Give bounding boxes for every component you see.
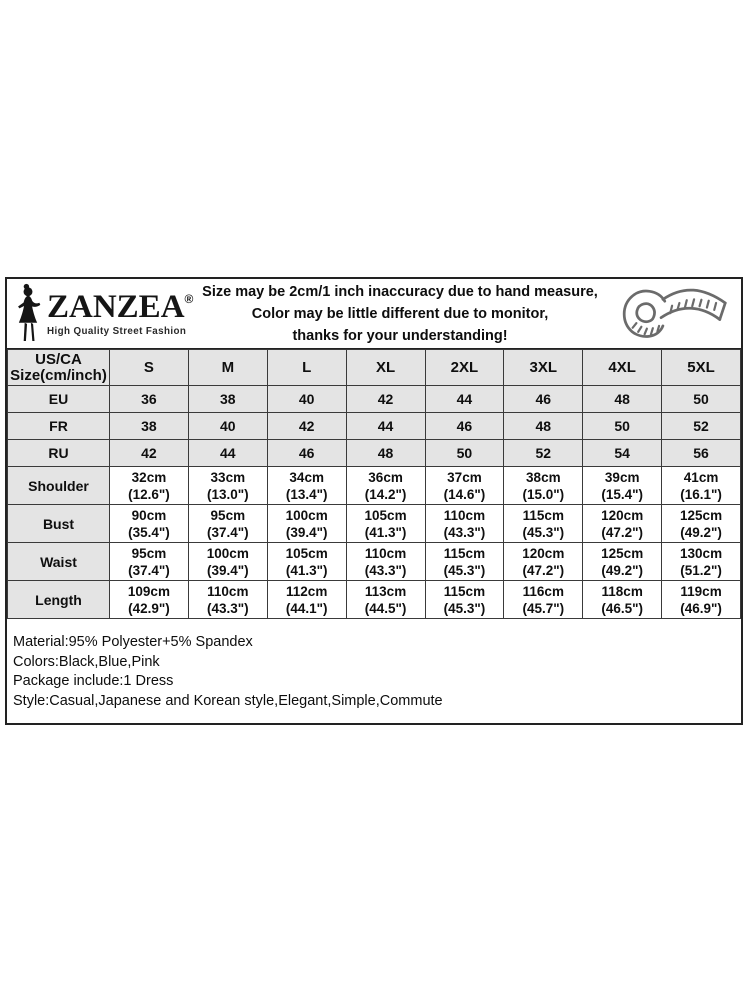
table-cell: 125cm (49.2") [662, 505, 741, 543]
table-row-eu [8, 386, 741, 413]
table-cell: 113cm (44.5") [346, 581, 425, 619]
table-cell: 120cm (47.2") [504, 543, 583, 581]
table-cell: 109cm (42.9") [110, 581, 189, 619]
table-cell: 110cm (43.3") [425, 505, 504, 543]
row-label-eu: EU [8, 386, 110, 413]
table-cell: 34cm (13.4") [267, 467, 346, 505]
table-cell: 44 [188, 440, 267, 467]
table-cell: 48 [346, 440, 425, 467]
disclaimer-line-3: thanks for your understanding! [292, 327, 508, 344]
table-cell: 56 [662, 440, 741, 467]
table-cell: 44 [346, 413, 425, 440]
table-cell: 48 [504, 413, 583, 440]
table-cell: 112cm (44.1") [267, 581, 346, 619]
product-info [7, 619, 741, 723]
table-cell: 46 [425, 413, 504, 440]
disclaimer [195, 281, 605, 347]
info-colors-line: Colors:Black,Blue,Pink [13, 653, 160, 670]
table-cell: 115cm (45.3") [425, 581, 504, 619]
brand-logo [7, 283, 195, 345]
table-cell: 36 [110, 386, 189, 413]
table-cell: 50 [583, 413, 662, 440]
table-row-length [8, 581, 741, 619]
table-cell: 120cm (47.2") [583, 505, 662, 543]
column-header-3xl: 3XL [504, 350, 583, 386]
size-table [7, 349, 741, 619]
table-cell: 116cm (45.7") [504, 581, 583, 619]
table-cell: 40 [188, 413, 267, 440]
brand-text-block [47, 288, 194, 337]
table-cell: 50 [662, 386, 741, 413]
table-cell: 48 [583, 386, 662, 413]
row-label-waist: Waist [8, 543, 110, 581]
corner-line-2: Size(cm/inch) [10, 366, 107, 384]
table-cell: 52 [662, 413, 741, 440]
table-cell: 33cm (13.0") [188, 467, 267, 505]
table-cell: 42 [346, 386, 425, 413]
row-label-shoulder: Shoulder [8, 467, 110, 505]
table-cell: 39cm (15.4") [583, 467, 662, 505]
header-band [7, 279, 741, 349]
row-label-length: Length [8, 581, 110, 619]
table-cell: 118cm (46.5") [583, 581, 662, 619]
table-cell: 54 [583, 440, 662, 467]
column-header-l: L [267, 350, 346, 386]
info-style-line: Style:Casual,Japanese and Korean style,Elegant,Simple,Commute [13, 692, 443, 709]
row-label-fr: FR [8, 413, 110, 440]
table-cell: 44 [425, 386, 504, 413]
table-cell: 36cm (14.2") [346, 467, 425, 505]
column-header-s: S [110, 350, 189, 386]
table-cell: 37cm (14.6") [425, 467, 504, 505]
row-label-bust: Bust [8, 505, 110, 543]
row-label-ru: RU [8, 440, 110, 467]
table-cell: 52 [504, 440, 583, 467]
column-header-4xl: 4XL [583, 350, 662, 386]
table-cell: 95cm (37.4") [188, 505, 267, 543]
table-cell: 41cm (16.1") [662, 467, 741, 505]
tape-measure-icon [605, 281, 741, 347]
table-cell: 110cm (43.3") [188, 581, 267, 619]
table-row-fr [8, 413, 741, 440]
table-cell: 119cm (46.9") [662, 581, 741, 619]
table-cell: 115cm (45.3") [425, 543, 504, 581]
woman-silhouette-icon [11, 283, 45, 345]
column-header-m: M [188, 350, 267, 386]
registered-mark: ® [184, 291, 194, 306]
table-cell: 32cm (12.6") [110, 467, 189, 505]
table-cell: 105cm (41.3") [346, 505, 425, 543]
table-cell: 46 [267, 440, 346, 467]
table-cell: 125cm (49.2") [583, 543, 662, 581]
table-cell: 95cm (37.4") [110, 543, 189, 581]
table-cell: 46 [504, 386, 583, 413]
size-chart-sheet [5, 277, 743, 725]
table-cell: 90cm (35.4") [110, 505, 189, 543]
info-package-line: Package include:1 Dress [13, 673, 174, 689]
corner-cell [8, 350, 110, 386]
table-row-waist [8, 543, 741, 581]
table-cell: 115cm (45.3") [504, 505, 583, 543]
table-cell: 100cm (39.4") [188, 543, 267, 581]
info-material-line: Material:95% Polyester+5% Spandex [13, 634, 253, 650]
table-row-shoulder [8, 467, 741, 505]
table-cell: 42 [110, 440, 189, 467]
column-header-2xl: 2XL [425, 350, 504, 386]
table-cell: 42 [267, 413, 346, 440]
table-cell: 130cm (51.2") [662, 543, 741, 581]
table-cell: 38 [110, 413, 189, 440]
table-cell: 105cm (41.3") [267, 543, 346, 581]
table-cell: 110cm (43.3") [346, 543, 425, 581]
brand-tagline: High Quality Street Fashion [47, 325, 187, 337]
table-cell: 38 [188, 386, 267, 413]
table-row-ru [8, 440, 741, 467]
column-header-5xl: 5XL [662, 350, 741, 386]
table-row-bust [8, 505, 741, 543]
table-cell: 38cm (15.0") [504, 467, 583, 505]
corner-line-1: US/CA [35, 350, 82, 368]
disclaimer-line-2: Color may be little different due to monitor, [251, 305, 549, 322]
table-cell: 100cm (39.4") [267, 505, 346, 543]
column-header-xl: XL [346, 350, 425, 386]
table-cell: 50 [425, 440, 504, 467]
table-cell: 40 [267, 386, 346, 413]
brand-name: ZANZEA® [47, 288, 194, 325]
disclaimer-line-1: Size may be 2cm/1 inch inaccuracy due to hand measure, [202, 283, 598, 300]
